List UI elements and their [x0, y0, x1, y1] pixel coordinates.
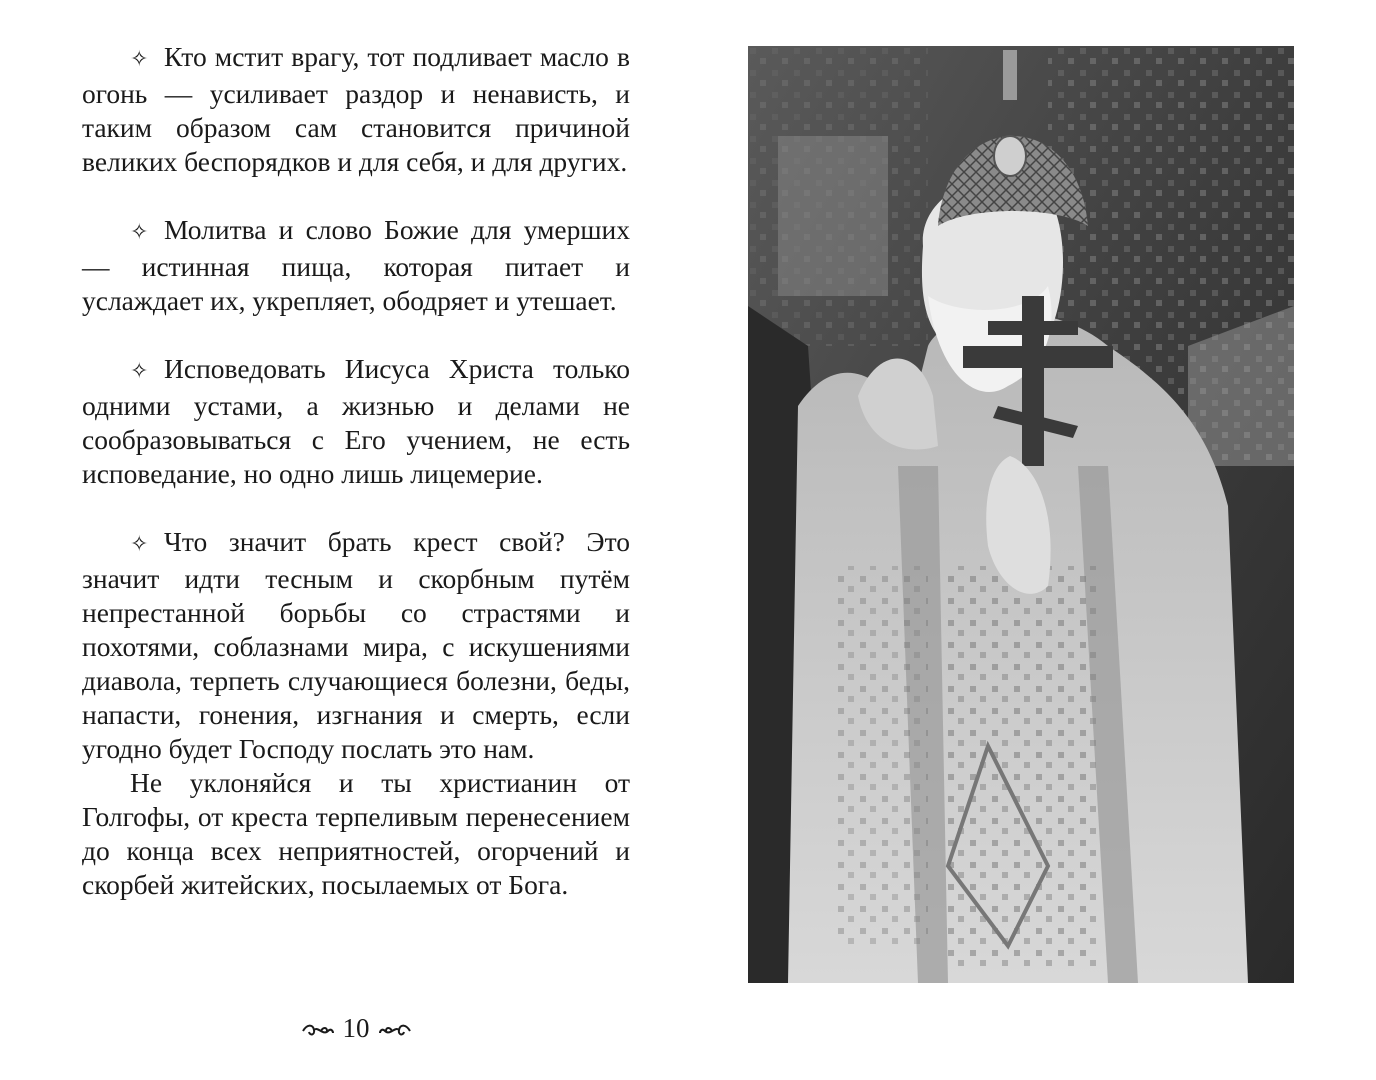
- text-column: [82, 40, 630, 902]
- bullet-icon: ✧: [130, 532, 149, 557]
- flourish-right-icon: [378, 1011, 412, 1051]
- paragraph-1-text: Кто мстит врагу, тот подливает масло в огонь — усиливает раздор и ненависть, и таким образом сам становится причиной великих беспорядков и для себя, и для других.: [82, 41, 630, 177]
- paragraph-4: [82, 525, 630, 766]
- clergyman-photo: [748, 46, 1294, 983]
- closing-paragraph: Не уклоняйся и ты христианин от Голгофы, от креста терпеливым перенесением до конца всех неприятностей, огорчений и скорбей житейских, посылаемых от Бога.: [82, 767, 630, 900]
- flourish-left-icon: [301, 1011, 335, 1051]
- paragraph-1: [82, 40, 630, 179]
- bullet-icon: ✧: [130, 359, 149, 384]
- bullet-icon: ✧: [130, 220, 149, 245]
- paragraph-3-text: Исповедовать Иисуса Христа только одними устами, а жизнью и делами не сообразовываться с Его учением, не есть исповедание, но одно лишь лицемерие.: [82, 353, 630, 489]
- paragraph-2-text: Молитва и слово Божие для умерших — истинная пища, которая питает и услаждает их, укрепляет, ободряет и утешает.: [82, 214, 630, 316]
- page-number: 10: [342, 1013, 370, 1043]
- paragraph-3: [82, 352, 630, 491]
- page-footer: [0, 1008, 712, 1051]
- paragraph-2: [82, 213, 630, 318]
- bullet-icon: ✧: [130, 47, 149, 72]
- paragraph-4-text: Что значит брать крест свой? Это значит идти тесным и скорбным путём непрестанной борьбы со страстями и похотями, соблазнами мира, с искушениями диавола, терпеть случающиеся болезни, беды, напасти, гонения, изгнания и смерть, если угодно будет Господу послать это нам.: [82, 526, 630, 764]
